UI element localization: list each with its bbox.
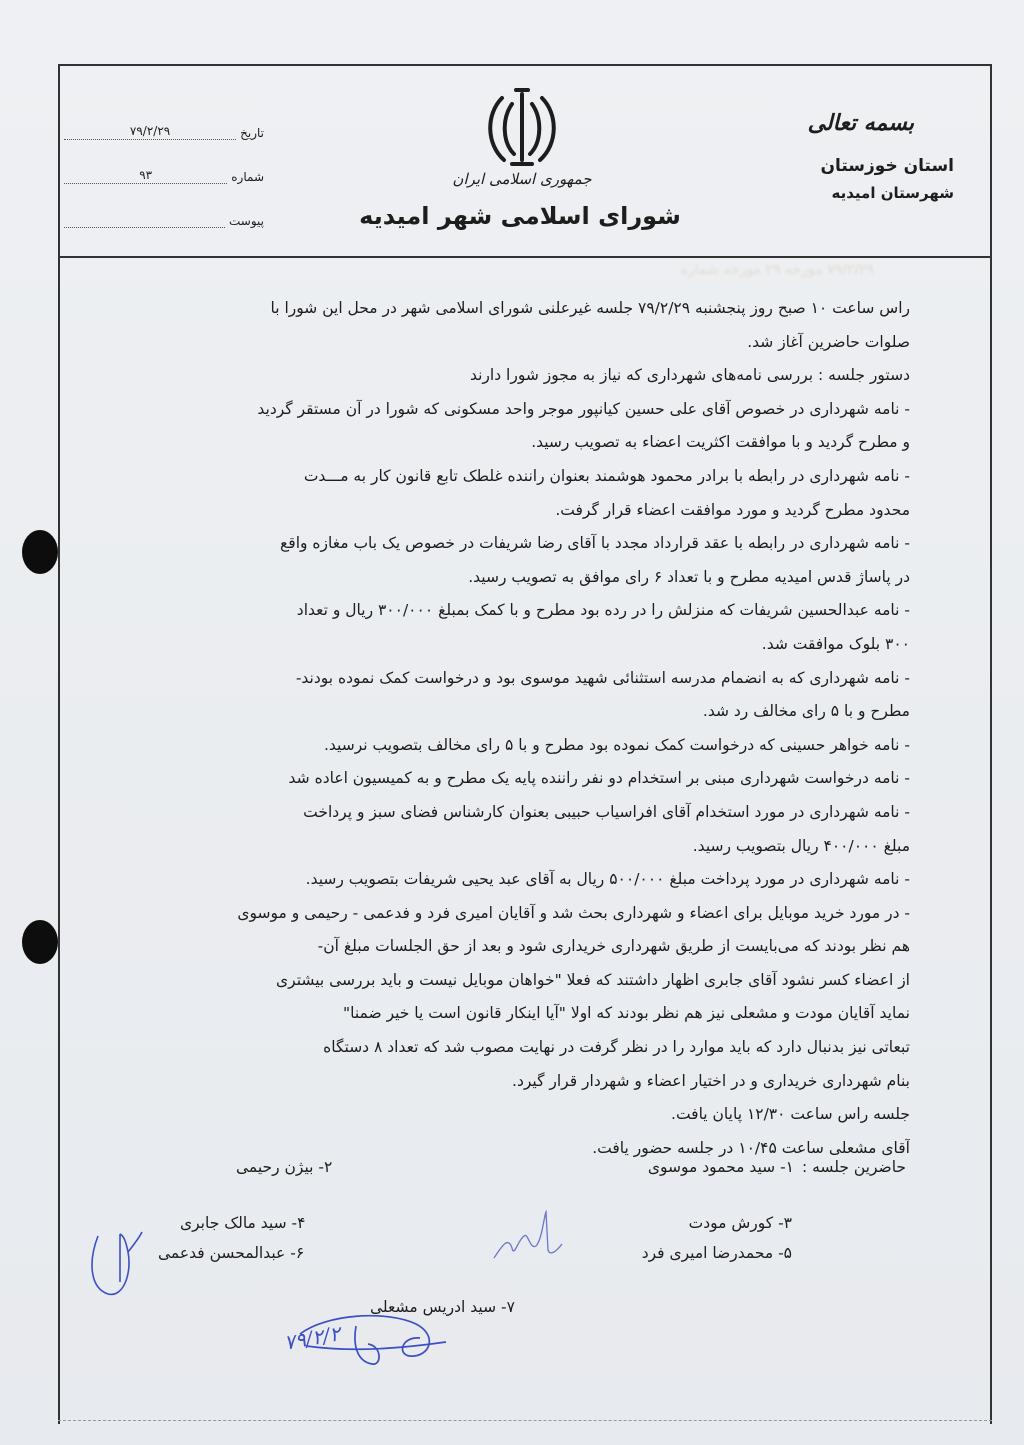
header-divider xyxy=(60,256,990,258)
body-line: - نامه عبدالحسین شریفات که منزلش را در رده بود مطرح و با کمک بمبلغ ۳۰۰/۰۰۰ ریال و تعداد xyxy=(296,601,910,620)
bismillah: بسمه تعالی xyxy=(807,110,914,136)
body-line: نماید آقایان مودت و مشعلی نیز هم نظر بودند که اولا "آیا اینکار قانون است یا خیر ضمنا" xyxy=(342,1004,910,1023)
attendee-2: ۲- بیژن رحیمی xyxy=(236,1158,333,1176)
attendee-5: ۵- محمدرضا امیری فرد xyxy=(641,1244,792,1262)
attendees-label: حاضرین جلسه : xyxy=(801,1158,906,1176)
attachment-row xyxy=(64,184,264,228)
reference-block xyxy=(64,96,264,228)
body-line: - نامه درخواست شهرداری مبنی بر استخدام دو نفر راننده پایه یک مطرح و به کمیسیون اعاده شد xyxy=(288,769,910,788)
body-line: بنام شهرداری خریداری و در اختیار اعضاء و شهردار قرار گیرد. xyxy=(512,1071,910,1090)
body-line: دستور جلسه : بررسی نامه‌های شهرداری که نیاز به مجوز شورا دارند xyxy=(469,366,910,385)
number-label: شماره xyxy=(231,170,264,184)
body-line: از اعضاء کسر نشود آقای جابری اظهار داشتند که فعلا "خواهان موبایل نیست و باید بررسی بیشتری xyxy=(276,970,910,989)
attachment-label: پیوست xyxy=(229,214,264,228)
attendee-1: ۱- سید محمود موسوی xyxy=(647,1158,794,1176)
body-line: آقای مشعلی ساعت ۱۰/۴۵ در جلسه حضور یافت. xyxy=(592,1138,910,1157)
attendee-3: ۳- کورش مودت xyxy=(688,1214,792,1232)
punch-hole-top xyxy=(22,530,58,574)
body-line: تبعاتی نیز بدنبال دارد که باید موارد را در نظر گرفت در نهایت مصوب شد که تعداد ۸ دستگاه xyxy=(323,1038,910,1057)
body-line: هم نظر بودند که می‌بایست از طریق شهرداری خریداری شود و بعد از حق الجلسات مبلغ آن- xyxy=(317,937,910,956)
body-line: و مطرح گردید و با موافقت اکثریت اعضاء به تصویب رسید. xyxy=(531,433,910,452)
body-line: - نامه شهرداری در مورد پرداخت مبلغ ۵۰۰/۰۰۰ ریال به آقای عبد یحیی شریفات بتصویب رسید. xyxy=(305,870,910,889)
county-name: شهرستان امیدیه xyxy=(831,184,954,202)
emblem-caption: جمهوری اسلامی ایران xyxy=(452,170,592,188)
body-line: - نامه شهرداری در رابطه با عقد قرارداد مجدد با آقای رضا شریفات در خصوص یک باب مغازه واقع xyxy=(280,534,910,553)
body-line: مطرح و با ۵ رای مخالف رد شد. xyxy=(702,702,910,721)
body-line: - نامه شهرداری در مورد استخدام آقای افراسیاب حبیبی بعنوان کارشناس فضای سبز و پرداخت xyxy=(303,802,910,821)
bleed-through-text: ۷۹/۲/۲۹ مورخه ۲۹ مورخه شماره xyxy=(680,262,874,278)
body-line: - نامه شهرداری که به انضمام مدرسه استثنائی شهید موسوی بود و درخواست کمک نموده بودند- xyxy=(295,668,910,687)
issuer-block xyxy=(754,110,954,202)
body-line: صلوات حاضرین آغاز شد. xyxy=(747,332,910,351)
body-line: جلسه راس ساعت ۱۲/۳۰ پایان یافت. xyxy=(671,1105,910,1124)
minutes-body xyxy=(120,292,910,1165)
date-row xyxy=(64,96,264,140)
province-name: استان خوزستان xyxy=(820,156,954,176)
emblem-icon xyxy=(482,86,562,170)
attendee-6: ۶- عبدالمحسن فدعمی xyxy=(158,1244,305,1262)
punch-hole-bottom xyxy=(22,920,58,964)
body-line: - نامه شهرداری در رابطه با برادر محمود هوشمند بعنوان راننده غلطک تابع قانون کار به مـــدت xyxy=(303,466,910,485)
body-line: - در مورد خرید موبایل برای اعضاء و شهرداری بحث شد و آقایان امیری فرد و فدعمی - رحیمی و موسوی xyxy=(237,903,910,922)
council-title: شورای اسلامی شهر امیدیه xyxy=(359,202,681,230)
body-line: ۳۰۰ بلوک موافقت شد. xyxy=(761,634,910,653)
handwritten-date: ۷۹/۲/۲ xyxy=(282,1321,343,1355)
attendee-7: ۷- سید ادریس مشعلی xyxy=(370,1298,515,1316)
signature-1 xyxy=(80,1222,150,1302)
date-value: ۷۹/۲/۲۹ xyxy=(64,124,236,140)
number-value: ۹۳ xyxy=(64,168,227,184)
body-line: - نامه شهرداری در خصوص آقای علی حسین کیانپور موجر واحد مسکونی که شورا در آن مستقر گردید xyxy=(257,399,910,418)
body-line: - نامه خواهر حسینی که درخواست کمک نموده بود مطرح و با ۵ رای مخالف بتصویب نرسید. xyxy=(323,735,910,754)
frame-bottom xyxy=(58,1420,992,1421)
body-line: راس ساعت ۱۰ صبح روز پنجشنبه ۷۹/۲/۲۹ جلسه غیرعلنی شورای اسلامی شهر در محل این شورا با xyxy=(270,299,910,317)
attachment-value xyxy=(64,226,225,228)
date-label: تاریخ xyxy=(240,126,264,140)
body-line: در پاساژ قدس امیدیه مطرح و با تعداد ۶ رای موافق به تصویب رسید. xyxy=(468,567,910,586)
body-line: مبلغ ۴۰۰/۰۰۰ ریال بتصویب رسید. xyxy=(692,836,910,855)
attendee-4: ۴- سید مالک جابری xyxy=(180,1214,306,1232)
body-line: محدود مطرح گردید و مورد موافقت اعضاء قرار گرفت. xyxy=(555,500,910,519)
number-row xyxy=(64,140,264,184)
signature-2 xyxy=(488,1206,568,1276)
